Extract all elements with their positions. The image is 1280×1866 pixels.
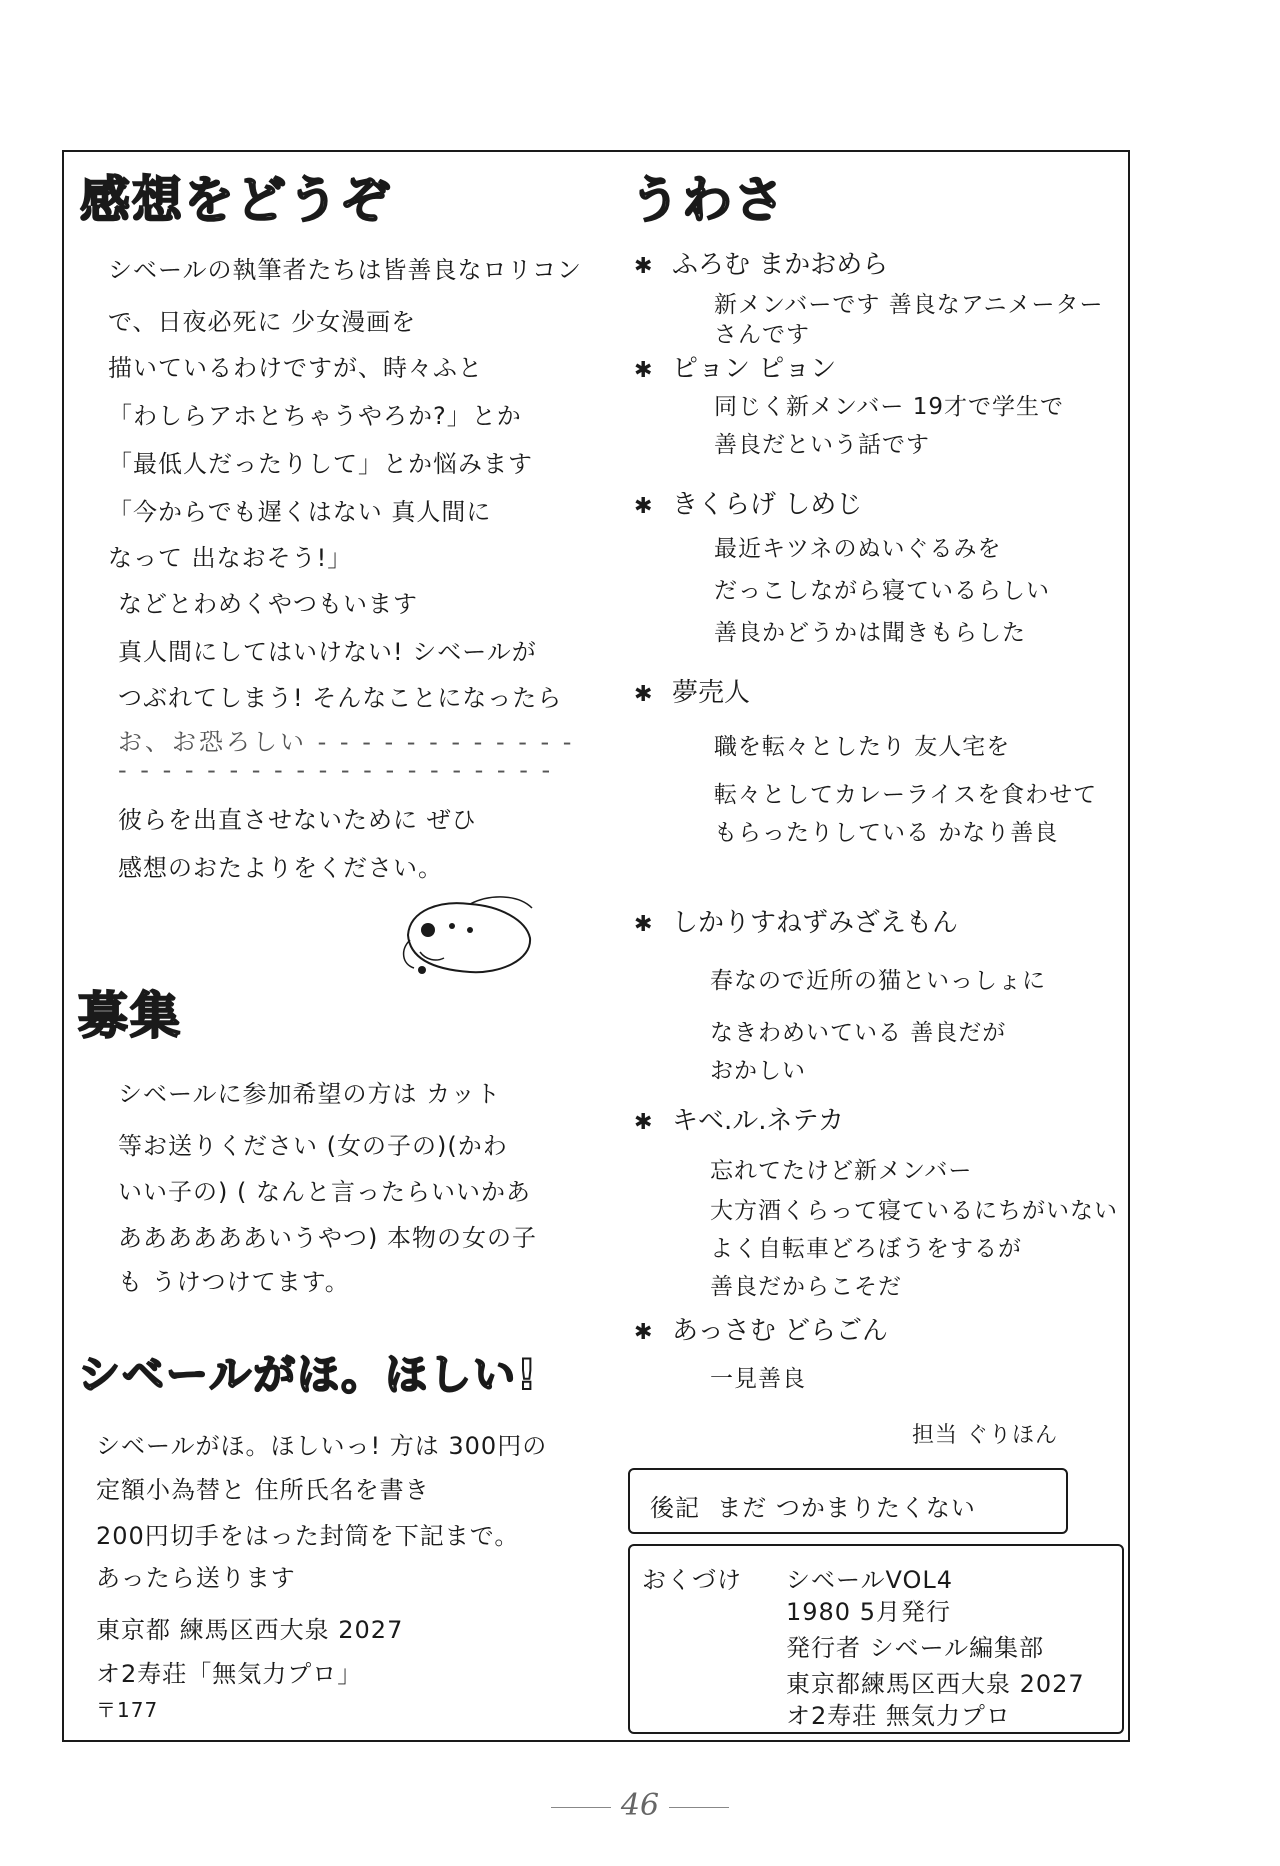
rumor-name: ふろむ まかおめら xyxy=(672,250,889,280)
rumor-desc: 大方酒くらって寝ているにちがいない xyxy=(710,1198,1118,1224)
recruit-line: も うけつけてます。 xyxy=(118,1268,350,1296)
rumor-desc: 善良かどうかは聞きもらした xyxy=(714,620,1026,646)
impressions-line: 彼らを出直させないために ぜひ xyxy=(118,806,477,834)
rumor-heading: うわさ xyxy=(630,171,786,229)
impressions-line: 「わしらアホとちゃうやろか?」とか xyxy=(108,402,522,430)
rumor-desc: 転々としてカレーライスを食わせて xyxy=(714,782,1098,808)
rumor-desc: もらったりしている かなり善良 xyxy=(714,820,1059,846)
rumor-item-head xyxy=(634,348,836,385)
address-line: 〒177 xyxy=(96,1698,159,1722)
recruit-line: いい子の) ( なんと言ったらいいかあ xyxy=(118,1178,531,1206)
colophon-line: 東京都練馬区西大泉 2027 xyxy=(786,1670,1085,1698)
want-line: あったら送ります xyxy=(96,1564,296,1592)
rumor-desc: 忘れてたけど新メンバー xyxy=(710,1158,973,1184)
impressions-line: などとわめくやつもいます xyxy=(118,590,418,618)
impressions-line: 感想のおたよりをください。 xyxy=(118,854,443,882)
rumor-desc: だっこしながら寝ているらしい xyxy=(714,578,1050,604)
hamster-doodle xyxy=(400,890,540,980)
rumor-desc: 同じく新メンバー 19才で学生で xyxy=(714,394,1064,420)
rumor-desc: なきわめいている 善良だが xyxy=(710,1020,1007,1046)
rumor-desc: 職を転々としたり 友人宅を xyxy=(714,734,1011,760)
impressions-line: なって 出なおそう!」 xyxy=(108,544,353,572)
address-line: 東京都 練馬区西大泉 2027 xyxy=(96,1616,404,1644)
page-number-rule-right xyxy=(669,1807,729,1808)
colophon-line: 発行者 シベール編集部 xyxy=(786,1634,1045,1662)
star-icon: ✱ xyxy=(634,1320,653,1345)
impressions-line: - - - - - - - - - - - - - - - - - - - - xyxy=(118,756,554,784)
postscript-text: 後記 まだ つかまりたくない xyxy=(650,1494,976,1522)
colophon-line: シベールVOL4 xyxy=(786,1566,954,1594)
recruit-line: シベールに参加希望の方は カット xyxy=(118,1080,501,1108)
want-heading: シベールがほ。ほしい! xyxy=(78,1350,539,1399)
rumor-desc: 善良だという話です xyxy=(714,432,930,458)
rumor-item-head xyxy=(634,1310,888,1347)
rumor-desc: 最近キツネのぬいぐるみを xyxy=(714,536,1002,562)
impressions-heading: 感想をどうぞ xyxy=(80,171,392,229)
colophon-line: オ2寿荘 無気力プロ xyxy=(786,1702,1011,1730)
postscript-box xyxy=(628,1468,1068,1534)
star-icon: ✱ xyxy=(634,912,653,937)
want-line: シベールがほ。ほしいっ! 方は 300円の xyxy=(96,1432,548,1460)
rumor-item-head xyxy=(634,902,958,939)
star-icon: ✱ xyxy=(634,494,653,519)
rumor-signature: 担当 ぐりほん xyxy=(912,1423,1058,1448)
colophon-line: 1980 5月発行 xyxy=(786,1598,951,1626)
impressions-line: で、日夜必死に 少女漫画を xyxy=(108,308,417,336)
rumor-desc: 善良だからこそだ xyxy=(710,1274,902,1300)
star-icon: ✱ xyxy=(634,358,653,383)
rumor-item-head xyxy=(634,672,750,709)
address-line: オ2寿荘「無気力プロ」 xyxy=(96,1660,363,1688)
impressions-line: 描いているわけですが、時々ふと xyxy=(108,354,483,382)
rumor-item-head xyxy=(634,1100,844,1137)
page-number xyxy=(0,1788,1280,1823)
page-number-rule-left xyxy=(551,1807,611,1808)
rumor-name: あっさむ どらごん xyxy=(672,1316,889,1346)
rumor-desc: 新メンバーです 善良なアニメーター xyxy=(714,292,1104,318)
rumor-desc: 一見善良 xyxy=(710,1366,806,1392)
recruit-heading: 募集 xyxy=(78,987,182,1045)
impressions-line: シベールの執筆者たちは皆善良なロリコン xyxy=(108,256,583,284)
impressions-line: 真人間にしてはいけない! シベールが xyxy=(118,638,537,666)
rumor-name: ピョン ピョン xyxy=(672,354,837,384)
recruit-line: 等お送りください (女の子の)(かわ xyxy=(118,1132,508,1160)
rumor-name: 夢売人 xyxy=(672,678,751,708)
star-icon: ✱ xyxy=(634,682,653,707)
rumor-desc: さんです xyxy=(714,322,810,348)
rumor-name: きくらげ しめじ xyxy=(672,490,863,520)
rumor-desc: おかしい xyxy=(710,1058,806,1084)
impressions-line: つぶれてしまう! そんなことになったら xyxy=(118,684,563,712)
impressions-line: 「今からでも遅くはない 真人間に xyxy=(108,498,492,526)
star-icon: ✱ xyxy=(634,254,653,279)
star-icon: ✱ xyxy=(634,1110,653,1135)
impressions-line: 「最低人だったりして」とか悩みます xyxy=(108,450,533,478)
want-line: 定額小為替と 住所氏名を書き xyxy=(96,1476,430,1504)
colophon-box xyxy=(628,1544,1124,1734)
rumor-desc: 春なので近所の猫といっしょに xyxy=(710,968,1046,994)
rumor-desc: よく自転車どろぼうをするが xyxy=(710,1236,1022,1262)
rumor-item-head xyxy=(634,484,862,521)
rumor-name: しかりすねずみざえもん xyxy=(672,908,959,938)
impressions-line: お、お恐ろしい - - - - - - - - - - - - xyxy=(118,728,575,756)
rumor-item-head xyxy=(634,244,888,281)
recruit-line: ああああああいうやつ) 本物の女の子 xyxy=(118,1224,537,1252)
page-number-text: 46 xyxy=(620,1788,660,1823)
rumor-name: キベ.ル.ネテカ xyxy=(672,1106,845,1136)
colophon-label: おくづけ xyxy=(642,1566,742,1594)
want-line: 200円切手をはった封筒を下記まで。 xyxy=(96,1522,520,1550)
